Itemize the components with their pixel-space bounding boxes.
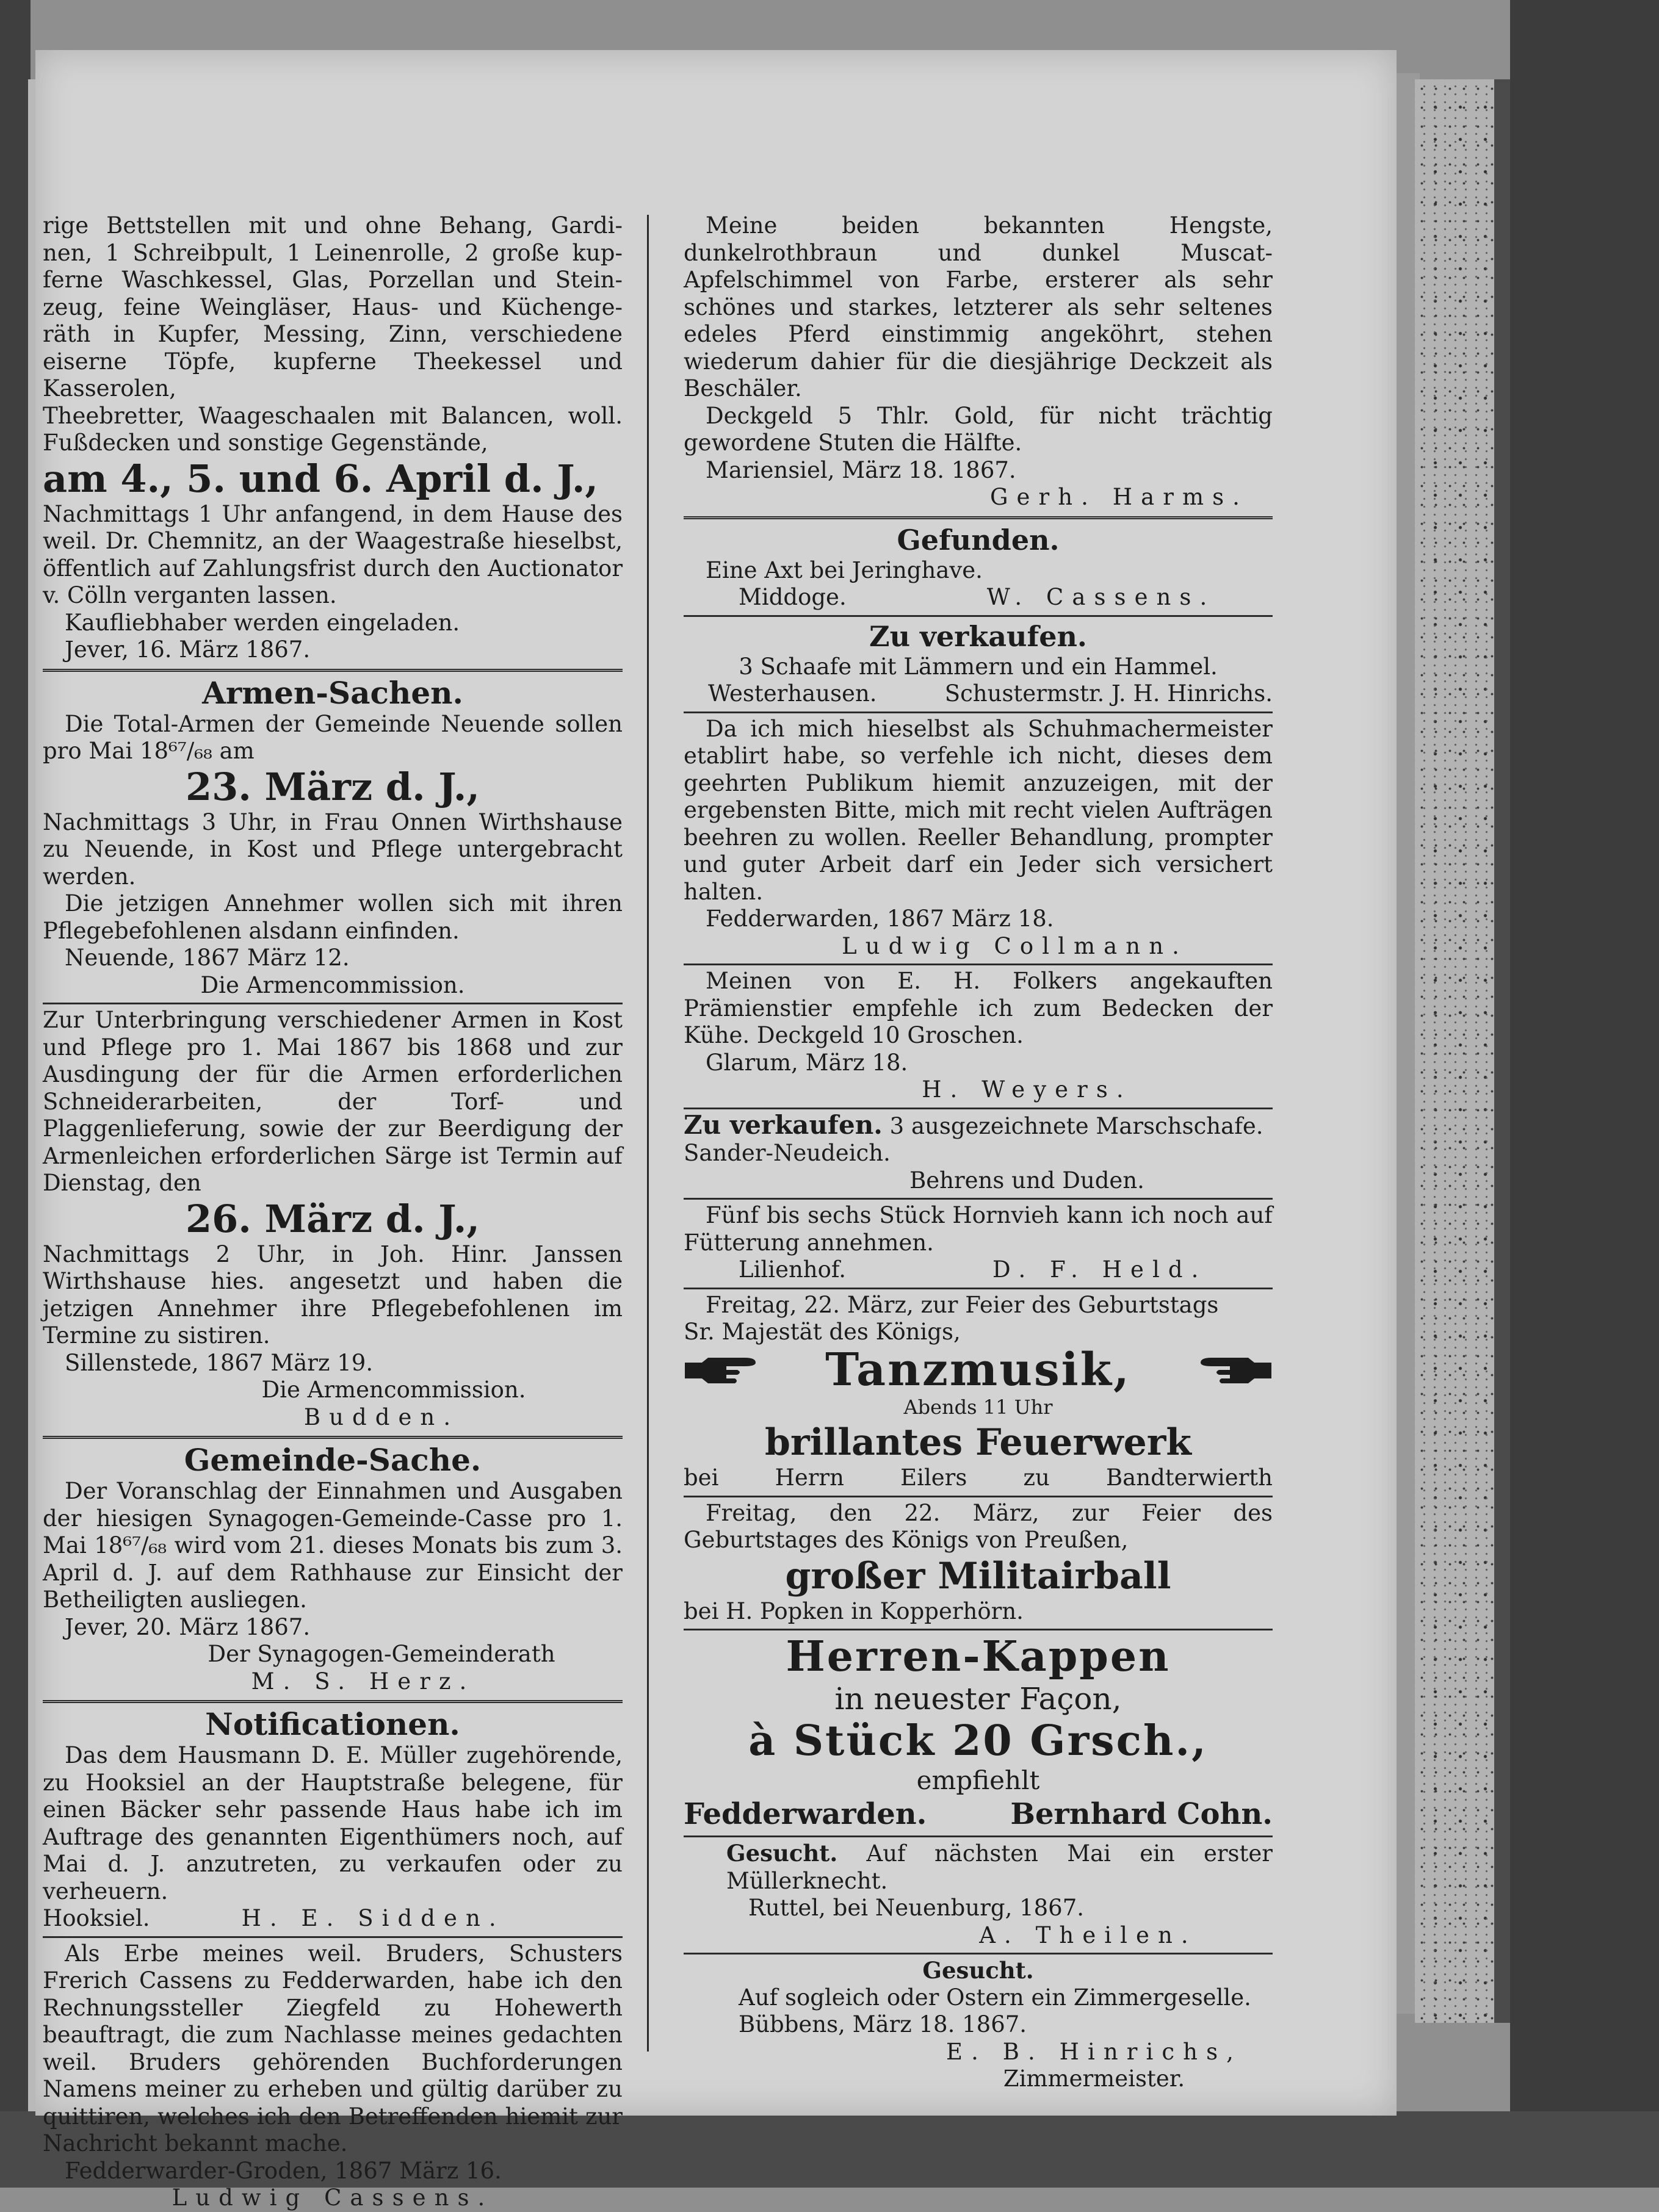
verkaufen-footer (684, 680, 1273, 708)
hengste-signature: Gerh. Harms. (989, 484, 1248, 510)
kappen-line: in neuester Façon, (834, 1681, 1122, 1717)
auction-date: am 4., 5. und 6. April d. J., (43, 456, 598, 501)
armen-signature: Die Armencommission. (200, 971, 465, 998)
stier-place-date: Glarum, März 18. (706, 1049, 908, 1076)
gesucht1-signature: A. Theilen. (979, 1922, 1197, 1948)
gesucht1-heading: Gesucht. (726, 1840, 838, 1867)
kappen-place: Fedderwarden. (684, 1797, 927, 1831)
left-column (43, 212, 623, 2212)
notice-rule (684, 1198, 1273, 1200)
verkaufen2-heading: Zu verkaufen. (684, 1109, 883, 1140)
verkaufen2-notice (684, 1109, 1273, 1195)
verkaufen2-line (684, 1109, 1273, 1140)
section-rule (43, 1436, 623, 1439)
armen-place-date: Sillenstede, 1867 März 19. (65, 1349, 374, 1376)
kappen-notice (684, 1633, 1273, 1832)
armen-place-date: Neuende, 1867 März 12. (65, 945, 350, 971)
gesucht1-line (684, 1840, 1273, 1895)
pointing-hand-left-icon (1199, 1352, 1273, 1388)
gesucht2-notice (684, 1957, 1273, 2093)
gemeinde-place-date: Jever, 20. März 1867. (65, 1613, 311, 1640)
notice-rule (684, 615, 1273, 617)
militair-notice (684, 1500, 1273, 1626)
kappen-footer (684, 1796, 1273, 1832)
verkaufen-text: 3 Schaafe mit Lämmern und ein Hammel. (739, 653, 1218, 680)
hornvieh-notice (684, 1202, 1273, 1284)
militair-place: bei H. Popken in Kopperhörn. (684, 1598, 1024, 1624)
gemeinde-heading: Gemeinde-Sache. (184, 1442, 482, 1478)
armen-date: 23. März d. J., (186, 764, 480, 809)
gesucht2-text: Auf sogleich oder Ostern ein Zimmergeselle. (739, 1984, 1251, 2011)
schuh-notice (684, 716, 1273, 960)
auction-place-date: Jever, 16. März 1867. (65, 636, 311, 663)
notif-heading: Notificationen. (205, 1706, 460, 1742)
armen-signature: Die Armencommission. (261, 1377, 526, 1403)
hornvieh-footer (684, 1256, 1273, 1284)
hornvieh-place: Lilienhof. (739, 1256, 847, 1283)
auction-line: rige Bettstellen mit und ohne Behang, Gardi- (43, 212, 623, 239)
kappen-price: à Stück 20 Grsch., (748, 1717, 1208, 1765)
notif-place-date: Fedderwarder-Groden, 1867 März 16. (65, 2157, 502, 2184)
notif-signature: H. E. Sidden. (241, 1905, 505, 1931)
notif-text: Das dem Hausmann D. E. Müller zugehörende, zu Hooksiel an der Hauptstraße belegene, für einen Bäcker sehr passende Haus habe ich im Auftrage des genannten Eigenthümers noch, auf Mai d. J. anzutreten, zu verkaufen oder zu verheuern. (43, 1742, 623, 1904)
verkaufen2-signature: Behrens und Duden. (909, 1167, 1144, 1194)
auction-line: ferne Waschkessel, Glas, Porzellan und Stein- (43, 267, 623, 293)
scan-right-background (1510, 0, 1659, 2188)
hengste-text: Meine beiden bekannten Hengste, dunkelrothbraun und dunkel Muscat-Apfelschimmel von Farbe, ersterer als sehr schönes und starkes, letzterer als sehr seltenes edeles Pferd einstimmig angeköhrt, stehen wiederum dahier für die diesjährige Deckzeit als Beschäler. (684, 212, 1273, 402)
auction-line: zeug, feine Weingläser, Haus- und Küchenge- (43, 294, 623, 320)
auction-line: Fußdecken und sonstige Gegenstände, (43, 430, 488, 456)
kappen-signature: Bernhard Cohn. (1010, 1797, 1273, 1831)
gesucht2-signature: Zimmermeister. (1003, 2066, 1185, 2092)
notice-rule (684, 712, 1273, 713)
verkaufen2-place: Sander-Neudeich. (684, 1140, 891, 1166)
gemeinde-signature: Der Synagogen-Gemeinderath (208, 1641, 555, 1667)
tanz-title2: brillantes Feuerwerk (765, 1421, 1191, 1464)
hornvieh-text: Fünf bis sechs Stück Hornvieh kann ich noch auf Fütterung annehmen. (684, 1202, 1273, 1256)
right-column (684, 212, 1273, 2093)
hengste-place-date: Mariensiel, März 18. 1867. (706, 456, 1016, 483)
book-edge-dark (1494, 79, 1510, 2023)
schuh-text: Da ich mich hieselbst als Schuhmachermeister etablirt habe, so verfehle ich nicht, dieses dem geehrten Publikum hiemit anzuzeigen, mit der ergebensten Bitte, mich mit recht vielen Aufträgen beehren zu wollen. Reeller Behandlung, prompter und guter Arbeit darf ein Jeder sich versichert halten. (684, 715, 1273, 905)
notice-rule (684, 1496, 1273, 1497)
verkaufen2-text: 3 ausgezeichnete Marschschafe. (889, 1112, 1263, 1139)
gesucht1-text: Auf nächsten Mai ein erster Müllerknecht. (726, 1840, 1273, 1894)
tanz-title: Tanzmusik, (825, 1343, 1131, 1396)
auction-note: Kaufliebhaber werden eingeladen. (65, 609, 460, 636)
tanz-title-row (684, 1343, 1273, 1396)
gesucht1-notice (684, 1840, 1273, 1949)
militair-text: Freitag, den 22. März, zur Feier des Geburtstages des Königs von Preußen, (684, 1499, 1273, 1553)
gefunden-place: Middoge. (739, 584, 847, 610)
notice-rule (43, 1936, 623, 1938)
gesucht2-heading: Gesucht. (922, 1957, 1034, 1984)
gefunden-notice (684, 523, 1273, 611)
gefunden-footer (684, 584, 1273, 611)
armen-text: Die Total-Armen der Gemeinde Neuende sollen pro Mai 18⁶⁷/₆₈ am (43, 710, 623, 764)
armen-text: Nachmittags 2 Uhr, in Joh. Hinr. Janssen Wirthshause hies. angesetzt und haben die jetzigen Annehmer ihre Pflegebefohlenen im Termine zu sistiren. (43, 1241, 623, 1349)
auction-text: Nachmittags 1 Uhr anfangend, in dem Hause des weil. Dr. Chemnitz, an der Waagestraße hieselbst, öffentlich auf Zahlungsfrist durch den Auctionator v. Cölln verganten lassen. (43, 500, 623, 608)
notice-rule (684, 964, 1273, 965)
armen-date: 26. März d. J., (186, 1196, 480, 1241)
tanz-place: bei Herrn Eilers zu Bandterwierth (684, 1464, 1273, 1491)
verkaufen-signature: Schustermstr. J. H. Hinrichs. (944, 680, 1273, 707)
kappen-line: empfiehlt (916, 1765, 1040, 1795)
tanz-line: Freitag, 22. März, zur Feier des Geburtstags (706, 1291, 1219, 1318)
section-rule (684, 516, 1273, 519)
militair-title: großer Militairball (785, 1554, 1171, 1598)
hengste-notice (684, 212, 1273, 511)
armen-heading: Armen-Sachen. (202, 674, 463, 711)
armen-text: Nachmittags 3 Uhr, in Frau Onnen Wirthshause zu Neuende, in Kost und Pflege untergebracht werden. (43, 809, 623, 890)
section-rule (43, 1700, 623, 1703)
gefunden-text: Eine Axt bei Jeringhave. (706, 557, 983, 583)
notice-rule (684, 1629, 1273, 1630)
verkaufen-heading: Zu verkaufen. (869, 619, 1087, 653)
gemeinde-signature: M. S. Herz. (251, 1668, 475, 1695)
schuh-signature: Ludwig Collmann. (842, 932, 1188, 959)
hengste-text: Deckgeld 5 Thlr. Gold, für nicht trächtig gewordene Stuten die Hälfte. (684, 402, 1273, 456)
auction-line: eiserne Töpfe, kupferne Theekessel und Kasserolen, (43, 348, 623, 402)
armen-text: Zur Unterbringung verschiedener Armen in Kost und Pflege pro 1. Mai 1867 bis 1868 und zur Ausdingung der für die Armen erforderlichen Schneiderarbeiten, der Torf- und Plaggenlieferung, sowie der zur Beerdigung der Armenleichen erforderlichen Särge ist Termin auf Dienstag, den (43, 1007, 623, 1196)
verkaufen-place: Westerhausen. (708, 680, 877, 707)
pointing-hand-right-icon (684, 1352, 757, 1388)
armen-signature: Budden. (303, 1403, 460, 1430)
section-rule (43, 669, 623, 672)
notice-rule (684, 1953, 1273, 1954)
gefunden-heading: Gefunden. (897, 523, 1060, 557)
verkaufen-notice (684, 619, 1273, 708)
gefunden-signature: W. Cassens. (986, 584, 1216, 610)
notif-place: Hooksiel. (43, 1905, 150, 1931)
armen-section (43, 675, 623, 1432)
kappen-title: Herren-Kappen (786, 1632, 1171, 1681)
tanz-sub: Abends 11 Uhr (903, 1395, 1053, 1419)
tanz-line: Sr. Majestät des Königs, (684, 1319, 961, 1345)
schuh-place-date: Fedderwarden, 1867 März 18. (706, 906, 1054, 932)
stier-text: Meinen von E. H. Folkers angekauften Prämienstier empfehle ich zum Bedecken der Kühe. Deckgeld 10 Groschen. (684, 968, 1273, 1048)
gesucht2-place-date: Bübbens, März 18. 1867. (739, 2011, 1027, 2037)
scan-left-edge (0, 0, 31, 2188)
notice-rule (684, 1288, 1273, 1289)
notice-rule (684, 1836, 1273, 1837)
gesucht1-place-date: Ruttel, bei Neuenburg, 1867. (748, 1895, 1085, 1921)
hornvieh-signature: D. F. Held. (992, 1256, 1207, 1283)
book-edge-speckled (1415, 79, 1494, 2023)
notif-footer (43, 1905, 623, 1933)
gemeinde-text: Der Voranschlag der Einnahmen und Ausgaben der hiesigen Synagogen-Gemeinde-Casse pro 1. Mai 18⁶⁷/₆₈ wird vom 21. dieses Monats bis zum 3. April d. J. auf dem Rathhause zur Einsicht der Betheiligten ausliegen. (43, 1478, 623, 1613)
auction-line: nen, 1 Schreibpult, 1 Leinenrolle, 2 große kup- (43, 239, 623, 266)
tanz-notice (684, 1292, 1273, 1492)
auction-line: Theebretter, Waageschaalen mit Balancen, woll. (43, 402, 623, 429)
armen-text: Die jetzigen Annehmer wollen sich mit ihren Pflegebefohlenen alsdann einfinden. (43, 890, 623, 944)
stier-signature: H. Weyers. (922, 1076, 1132, 1103)
notif-signature: Ludwig Cassens. (172, 2185, 494, 2211)
notif-text: Als Erbe meines weil. Bruders, Schusters Frerich Cassens zu Fedderwarden, habe ich den Rechnungssteller Ziegfeld zu Hohewerth beauftragt, die zum Nachlasse meines gedachten weil. Bruders gehörenden Buchforderungen Namens meiner zu erheben und gültig darüber zu quittiren, welches ich den Betreffenden hiemit zur Nachricht bekannt mache. (43, 1940, 623, 2156)
gemeinde-section (43, 1443, 623, 1695)
notif-section (43, 1707, 623, 2212)
auction-notice (43, 212, 623, 664)
gesucht2-signature: E. B. Hinrichs, (946, 2038, 1242, 2065)
notice-rule (43, 1003, 623, 1004)
auction-line: räth in Kupfer, Messing, Zinn, verschiedene (43, 321, 623, 347)
column-divider (647, 215, 649, 2052)
stier-notice (684, 968, 1273, 1104)
notice-rule (684, 1108, 1273, 1109)
